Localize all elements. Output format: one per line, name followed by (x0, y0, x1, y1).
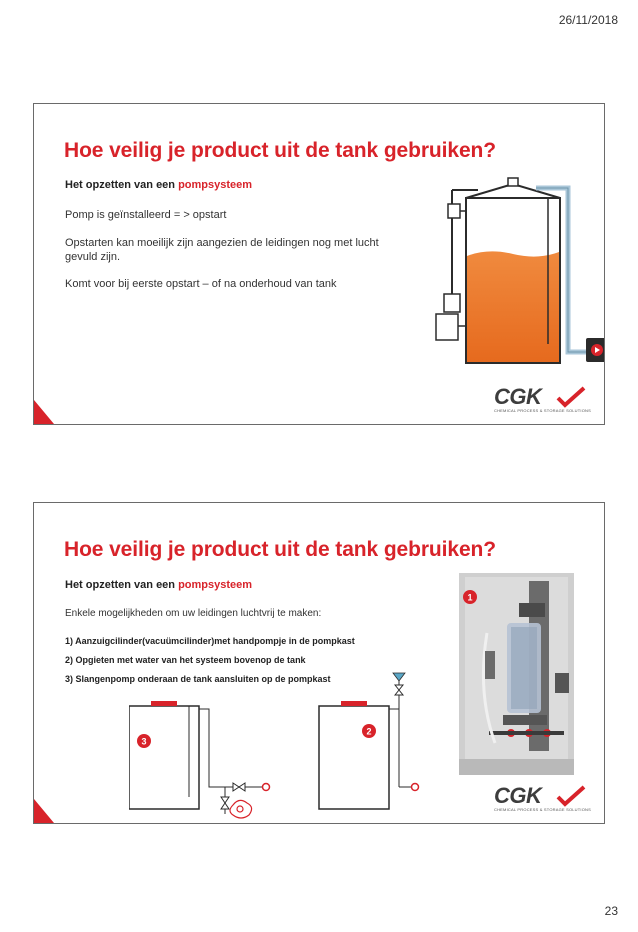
slide-title: Hoe veilig je product uit de tank gebruiken? (64, 139, 496, 162)
option-2: 2) Opgieten met water van het systeem bovenop de tank (65, 655, 306, 665)
paragraph-1: Pomp is geïnstalleerd = > opstart (65, 209, 227, 221)
badge-3: 3 (141, 736, 147, 747)
piping-schematics (129, 669, 429, 819)
slide-corner-decoration (34, 799, 54, 823)
option-3: 3) Slangenpomp onderaan de tank aansluiten op de pompkast (65, 674, 331, 684)
option-1: 1) Aanzuigcilinder(vacuümcilinder)met handpompje in de pompkast (65, 636, 355, 646)
paragraph-2: Opstarten kan moeilijk zijn aangezien de leidingen nog met lucht gevuld zijn. (65, 237, 379, 263)
paragraph-3: Komt voor bij eerste opstart – of na onderhoud van tank (65, 278, 337, 290)
logo-check-icon (556, 386, 586, 408)
cgk-logo (494, 384, 590, 414)
badge-1-label: 1 (467, 592, 473, 603)
subtitle-prefix: Het opzetten van een (65, 179, 179, 191)
slide-title: Hoe veilig je product uit de tank gebruiken? (64, 538, 496, 561)
cgk-logo (494, 783, 590, 813)
logo-check-icon (556, 785, 586, 807)
subtitle-prefix: Het opzetten van een (65, 579, 179, 591)
page-number: 23 (604, 904, 618, 918)
slide-subtitle (65, 179, 252, 191)
tank-illustration (418, 176, 605, 376)
subtitle-accent: pompsysteem (178, 179, 253, 191)
logo-wordmark: CGK (494, 384, 542, 409)
slide-corner-decoration (34, 400, 54, 424)
slide-subtitle (65, 579, 252, 591)
logo-wordmark: CGK (494, 783, 542, 808)
intro-text: Enkele mogelijkheden om uw leidingen luchtvrij te maken: (65, 608, 322, 619)
badge-1 (462, 589, 478, 605)
logo-tagline: CHEMICAL PROCESS & STORAGE SOLUTIONS (494, 408, 591, 413)
slide-2 (33, 502, 605, 824)
page-date: 26/11/2018 (558, 13, 618, 27)
logo-tagline: CHEMICAL PROCESS & STORAGE SOLUTIONS (494, 807, 591, 812)
slide-1 (33, 103, 605, 425)
subtitle-accent: pompsysteem (178, 579, 253, 591)
badge-2: 2 (366, 726, 372, 737)
